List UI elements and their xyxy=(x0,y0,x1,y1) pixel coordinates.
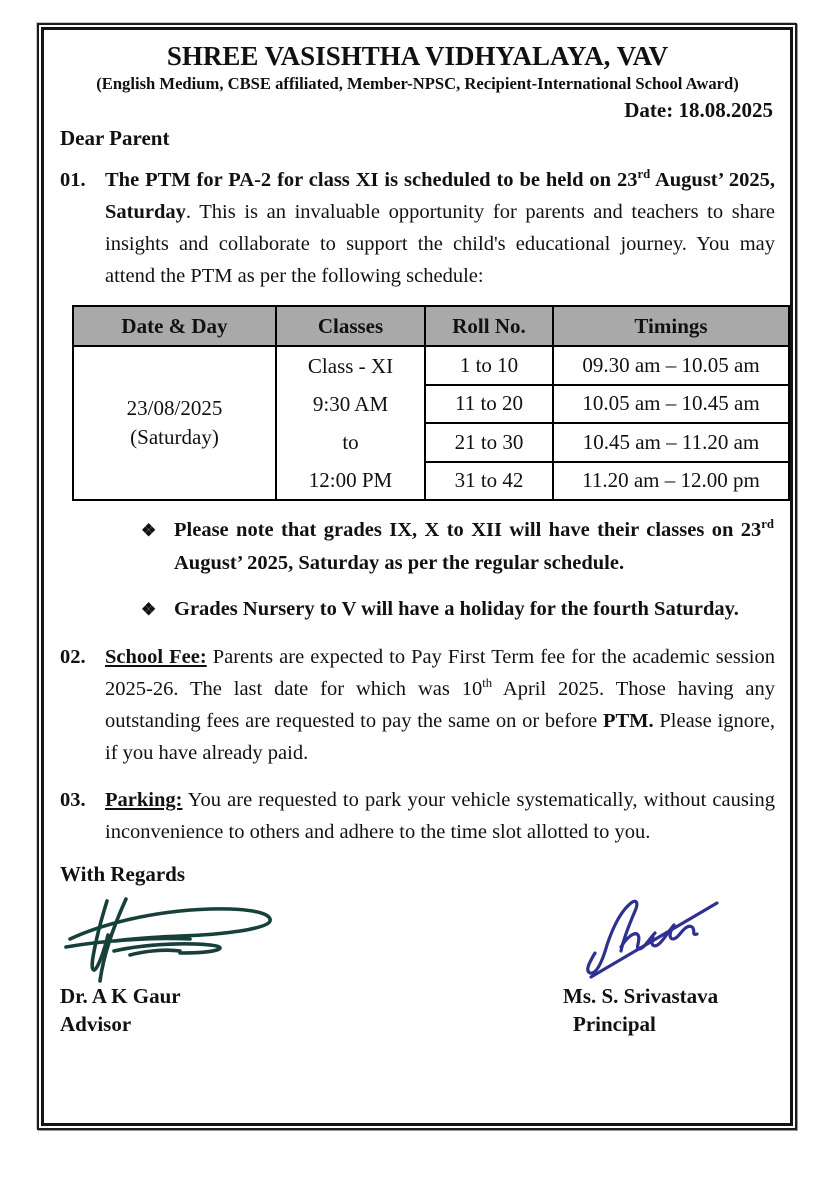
diamond-bullet-icon: ❖ xyxy=(141,600,157,619)
roll-cell: 1 to 10 xyxy=(425,346,553,385)
bullet1-tail: August’ 2025, Saturday as per the regular schedule. xyxy=(174,552,625,574)
date-day-cell xyxy=(73,346,276,500)
header-roll-no: Roll No. xyxy=(425,306,553,346)
timing-cell: 10.45 am – 11.20 am xyxy=(553,423,789,462)
salutation: Dear Parent xyxy=(60,126,170,150)
classes-stack xyxy=(281,347,420,499)
item-02-text xyxy=(105,641,775,769)
item-03-heading: Parking: xyxy=(105,789,183,811)
principal-name: Ms. S. Srivastava xyxy=(563,984,719,1008)
item-02-body-2: April 2025. Those having any outstanding fees are requested to pay the same on or before xyxy=(105,678,775,732)
item-01 xyxy=(60,164,775,292)
document-outer-border xyxy=(37,23,797,1130)
roll-cell: 31 to 42 xyxy=(425,462,553,501)
item-01-number: 01. xyxy=(60,169,86,191)
item-01-bold-tail: August’ 2025, Saturday xyxy=(105,169,775,223)
advisor-signature-block xyxy=(60,895,390,1038)
roll-cell: 21 to 30 xyxy=(425,423,553,462)
signature-block xyxy=(60,891,775,1038)
item-03-number: 03. xyxy=(60,789,86,811)
advisor-title: Advisor xyxy=(60,1012,132,1036)
classes-cell xyxy=(276,346,425,500)
item-01-body: . This is an invaluable opportunity for parents and teachers to share insights and collaborate to support the child's educational journey. You may attend the PTM as per the following schedule: xyxy=(105,201,775,287)
item-02-body-1: Parents are expected to Pay First Term fee for the academic session 2025-26. The last date for which was 10 xyxy=(105,646,775,700)
bullet-note-classes xyxy=(141,514,774,580)
bullet-note-holiday xyxy=(141,593,774,626)
timing-cell: 09.30 am – 10.05 am xyxy=(553,346,789,385)
item-02-heading: School Fee: xyxy=(105,646,207,668)
advisor-signature-icon xyxy=(60,895,290,983)
bullet-note-classes-text xyxy=(174,514,774,580)
item-02-bold-word: PTM. xyxy=(602,710,654,732)
date-line1: 23/08/2025 xyxy=(126,396,223,420)
advisor-name: Dr. A K Gaur xyxy=(60,984,181,1008)
table-row xyxy=(73,346,789,385)
school-subtitle: (English Medium, CBSE affiliated, Member-NPSC, Recipient-International School Award) xyxy=(96,74,739,93)
classes-line4: 12:00 PM xyxy=(308,467,393,492)
bullet-note-holiday-text: Grades Nursery to V will have a holiday for the fourth Saturday. xyxy=(174,598,739,620)
item-02-ordinal-sup: th xyxy=(482,676,493,691)
principal-title: Principal xyxy=(573,1012,656,1036)
item-02-number: 02. xyxy=(60,646,86,668)
closing-regards: With Regards xyxy=(60,862,186,886)
principal-signature-icon xyxy=(571,891,731,983)
principal-signature-block xyxy=(563,891,773,1038)
bullet1-ordinal-sup: rd xyxy=(761,517,774,532)
roll-cell: 11 to 20 xyxy=(425,385,553,424)
document-inner-border xyxy=(41,27,793,1126)
classes-line2: 9:30 AM xyxy=(312,391,389,416)
item-01-ordinal-sup: rd xyxy=(637,167,651,182)
item-02-body-3: Please ignore, if you have already paid. xyxy=(105,710,775,764)
bullet-notes xyxy=(141,514,775,626)
header-classes: Classes xyxy=(276,306,425,346)
diamond-bullet-icon: ❖ xyxy=(141,521,157,540)
timing-cell: 11.20 am – 12.00 pm xyxy=(553,462,789,501)
school-name: SHREE VASISHTHA VIDHYALAYA, VAV xyxy=(166,41,669,71)
item-01-text xyxy=(105,164,775,292)
timing-cell: 10.05 am – 10.45 am xyxy=(553,385,789,424)
date-line2: (Saturday) xyxy=(130,425,219,449)
ptm-schedule-table xyxy=(72,305,790,501)
item-03 xyxy=(60,784,775,848)
header-timings: Timings xyxy=(553,306,789,346)
item-02 xyxy=(60,641,775,769)
classes-line3: to xyxy=(342,429,359,454)
table-header-row xyxy=(73,306,789,346)
item-01-bold-lead: The PTM for PA-2 for class XI is scheduled to be held on 23 xyxy=(105,169,638,191)
classes-line1: Class - XI xyxy=(307,353,394,378)
notice-date: Date: 18.08.2025 xyxy=(624,98,773,122)
item-03-text xyxy=(105,784,775,848)
bullet1-lead: Please note that grades IX, X to XII will have their classes on 23 xyxy=(174,519,762,541)
item-03-body: You are requested to park your vehicle systematically, without causing inconvenience to others and adhere to the time slot allotted to you. xyxy=(105,789,775,843)
header-date-day: Date & Day xyxy=(73,306,276,346)
